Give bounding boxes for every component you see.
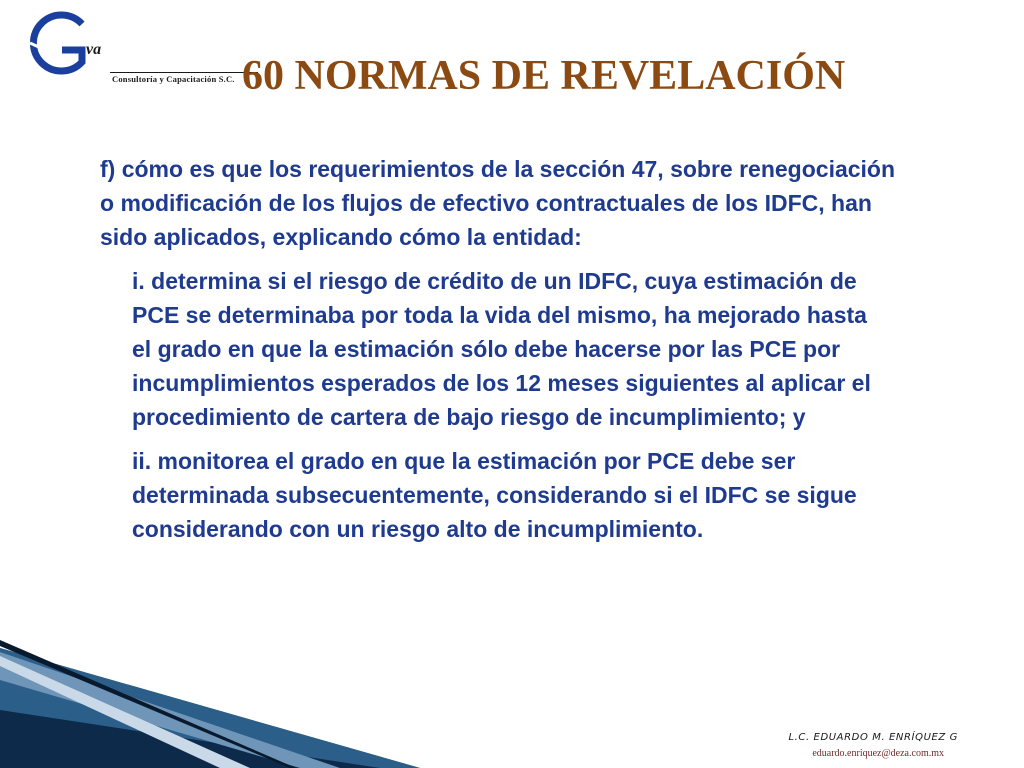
logo-subtitle: Consultoría y Capacitación S.C.	[112, 74, 235, 84]
item-ii: ii. monitorea el grado en que la estimación por PCE debe ser determinada subsecuentemente, considerando si el IDFC se sigue considerando con un riesgo alto de incumplimiento.	[132, 448, 857, 542]
logo-g-mark-icon	[18, 10, 118, 80]
logo-letters: va	[86, 41, 102, 58]
corner-decoration	[0, 600, 420, 768]
slide-body	[100, 152, 920, 546]
slide-title: 60 NORMAS DE REVELACIÓN	[242, 53, 846, 99]
item-i: i. determina si el riesgo de crédito de un IDFC, cuya estimación de PCE se determinaba por toda la vida del mismo, ha mejorado hasta el grado en que la estimación sólo debe hacerse por las PCE por incumplimientos esperados de los 12 meses siguientes al aplicar el procedimiento de cartera de bajo riesgo de incumplimiento; y	[132, 268, 871, 430]
company-logo	[18, 10, 243, 84]
footer-author: L.C. EDUARDO M. ENRÍQUEZ G	[788, 732, 958, 743]
paragraph-f: f) cómo es que los requerimientos de la sección 47, sobre renegociación o modificación de los flujos de efectivo contractuales de los IDFC, han sido aplicados, explicando cómo la entidad:	[100, 156, 896, 250]
footer-email: eduardo.enriquez@deza.com.mx	[812, 748, 944, 759]
logo-divider	[110, 72, 258, 73]
